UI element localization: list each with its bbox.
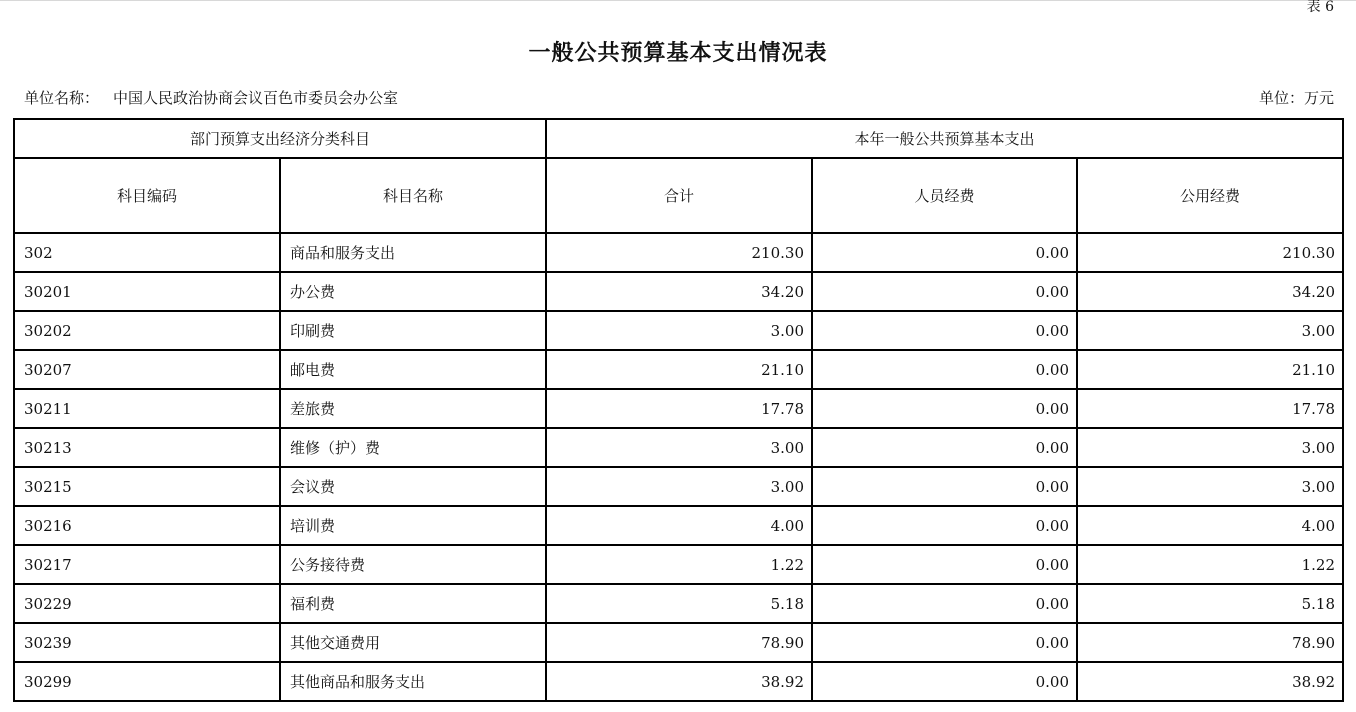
- cell-public: 210.30: [1077, 233, 1343, 272]
- cell-code: 302: [14, 233, 280, 272]
- cell-public: 78.90: [1077, 623, 1343, 662]
- cell-personnel: 0.00: [812, 389, 1077, 428]
- cell-name: 会议费: [280, 467, 546, 506]
- unit-label: 单位：万元: [1258, 89, 1334, 107]
- table-row: [14, 272, 1343, 311]
- cell-public: 17.78: [1077, 389, 1343, 428]
- table-row: [14, 233, 1343, 272]
- cell-code: 30239: [14, 623, 280, 662]
- cell-personnel: 0.00: [812, 272, 1077, 311]
- cell-code: 30215: [14, 467, 280, 506]
- cell-name: 邮电费: [280, 350, 546, 389]
- cell-name: 公务接待费: [280, 545, 546, 584]
- table-row: [14, 506, 1343, 545]
- cell-code: 30217: [14, 545, 280, 584]
- table-row: [14, 545, 1343, 584]
- table-row: [14, 350, 1343, 389]
- cell-total: 34.20: [546, 272, 812, 311]
- header-column-row: [14, 158, 1343, 233]
- cell-total: 5.18: [546, 584, 812, 623]
- header-name: 科目名称: [280, 158, 546, 233]
- page-title: 一般公共预算基本支出情况表: [528, 40, 828, 66]
- cell-public: 1.22: [1077, 545, 1343, 584]
- cell-total: 4.00: [546, 506, 812, 545]
- cell-code: 30216: [14, 506, 280, 545]
- table-number: 表 6: [1306, 0, 1334, 15]
- header-group-right: 本年一般公共预算基本支出: [546, 119, 1343, 158]
- cell-name: 培训费: [280, 506, 546, 545]
- cell-public: 3.00: [1077, 428, 1343, 467]
- top-rule: [0, 0, 1356, 1]
- header-total: 合计: [546, 158, 812, 233]
- cell-personnel: 0.00: [812, 467, 1077, 506]
- cell-personnel: 0.00: [812, 233, 1077, 272]
- header-public: 公用经费: [1077, 158, 1343, 233]
- cell-code: 30207: [14, 350, 280, 389]
- table-row: [14, 662, 1343, 701]
- cell-name: 福利费: [280, 584, 546, 623]
- table-row: [14, 428, 1343, 467]
- cell-name: 维修（护）费: [280, 428, 546, 467]
- unit-name-label: 单位名称：: [24, 89, 100, 107]
- header-group-row: [14, 119, 1343, 158]
- table-row: [14, 389, 1343, 428]
- cell-code: 30299: [14, 662, 280, 701]
- cell-personnel: 0.00: [812, 350, 1077, 389]
- cell-total: 78.90: [546, 623, 812, 662]
- unit-name-block: [24, 88, 398, 108]
- cell-code: 30201: [14, 272, 280, 311]
- cell-name: 差旅费: [280, 389, 546, 428]
- cell-total: 210.30: [546, 233, 812, 272]
- cell-code: 30202: [14, 311, 280, 350]
- meta-row: [24, 88, 1334, 108]
- budget-table: [13, 118, 1344, 702]
- cell-personnel: 0.00: [812, 545, 1077, 584]
- cell-total: 3.00: [546, 428, 812, 467]
- cell-public: 21.10: [1077, 350, 1343, 389]
- cell-public: 38.92: [1077, 662, 1343, 701]
- cell-name: 印刷费: [280, 311, 546, 350]
- cell-public: 4.00: [1077, 506, 1343, 545]
- table-row: [14, 584, 1343, 623]
- cell-total: 1.22: [546, 545, 812, 584]
- cell-name: 其他交通费用: [280, 623, 546, 662]
- cell-public: 3.00: [1077, 311, 1343, 350]
- cell-personnel: 0.00: [812, 506, 1077, 545]
- table-row: [14, 467, 1343, 506]
- table-row: [14, 311, 1343, 350]
- cell-code: 30229: [14, 584, 280, 623]
- cell-name: 办公费: [280, 272, 546, 311]
- header-group-left: 部门预算支出经济分类科目: [14, 119, 546, 158]
- cell-personnel: 0.00: [812, 623, 1077, 662]
- cell-name: 其他商品和服务支出: [280, 662, 546, 701]
- cell-total: 17.78: [546, 389, 812, 428]
- cell-total: 3.00: [546, 467, 812, 506]
- cell-personnel: 0.00: [812, 662, 1077, 701]
- table-row: [14, 623, 1343, 662]
- cell-code: 30213: [14, 428, 280, 467]
- cell-public: 5.18: [1077, 584, 1343, 623]
- cell-personnel: 0.00: [812, 311, 1077, 350]
- cell-total: 21.10: [546, 350, 812, 389]
- cell-name: 商品和服务支出: [280, 233, 546, 272]
- cell-personnel: 0.00: [812, 428, 1077, 467]
- cell-total: 3.00: [546, 311, 812, 350]
- header-code: 科目编码: [14, 158, 280, 233]
- cell-total: 38.92: [546, 662, 812, 701]
- header-personnel: 人员经费: [812, 158, 1077, 233]
- cell-public: 3.00: [1077, 467, 1343, 506]
- cell-personnel: 0.00: [812, 584, 1077, 623]
- cell-code: 30211: [14, 389, 280, 428]
- cell-public: 34.20: [1077, 272, 1343, 311]
- unit-name-value: 中国人民政治协商会议百色市委员会办公室: [113, 89, 399, 107]
